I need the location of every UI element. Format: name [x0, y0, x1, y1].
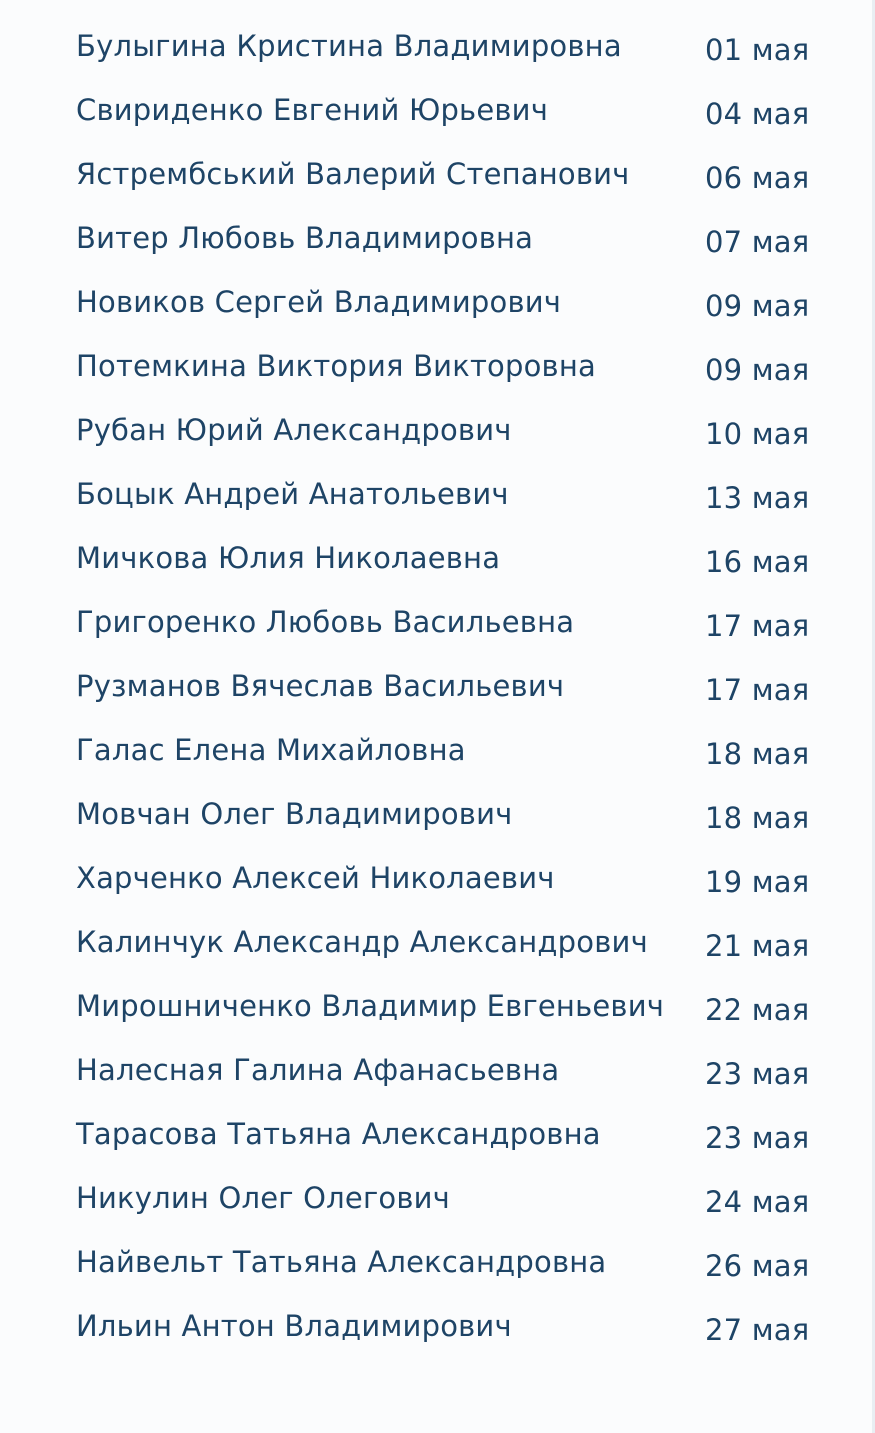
person-name: Потемкина Виктория Викторовна [76, 349, 596, 383]
list-item [0, 90, 875, 154]
birthday-date: 22 мая [705, 993, 810, 1027]
list-item [0, 218, 875, 282]
list-item [0, 282, 875, 346]
person-name: Тарасова Татьяна Александровна [76, 1117, 601, 1151]
list-item [0, 1178, 875, 1242]
person-name: Новиков Сергей Владимирович [76, 285, 562, 319]
person-name: Галас Елена Михайловна [76, 733, 466, 767]
list-item [0, 410, 875, 474]
person-name: Харченко Алексей Николаевич [76, 861, 555, 895]
person-name: Рубан Юрий Александрович [76, 413, 512, 447]
birthday-date: 10 мая [705, 417, 810, 451]
birthday-date: 18 мая [705, 737, 810, 771]
list-item [0, 1306, 875, 1370]
list-item [0, 602, 875, 666]
list-item [0, 538, 875, 602]
person-name: Мичкова Юлия Николаевна [76, 541, 501, 575]
birthday-date: 01 мая [705, 33, 810, 67]
list-item [0, 1050, 875, 1114]
birthday-date: 17 мая [705, 609, 810, 643]
list-item [0, 154, 875, 218]
birthday-date: 21 мая [705, 929, 810, 963]
birthday-date: 27 мая [705, 1313, 810, 1347]
birthday-date: 04 мая [705, 97, 810, 131]
birthday-date: 17 мая [705, 673, 810, 707]
list-item [0, 858, 875, 922]
birthday-date: 06 мая [705, 161, 810, 195]
birthday-date: 24 мая [705, 1185, 810, 1219]
birthday-date: 23 мая [705, 1057, 810, 1091]
birthday-date: 13 мая [705, 481, 810, 515]
list-item [0, 474, 875, 538]
person-name: Рузманов Вячеслав Васильевич [76, 669, 565, 703]
person-name: Ястрембський Валерий Степанович [76, 157, 630, 191]
person-name: Григоренко Любовь Васильевна [76, 605, 575, 639]
list-item [0, 1114, 875, 1178]
birthday-date: 23 мая [705, 1121, 810, 1155]
person-name: Мовчан Олег Владимирович [76, 797, 513, 831]
list-item [0, 794, 875, 858]
person-name: Булыгина Кристина Владимировна [76, 29, 622, 63]
list-item [0, 986, 875, 1050]
birthday-date: 18 мая [705, 801, 810, 835]
birthday-date: 16 мая [705, 545, 810, 579]
person-name: Свириденко Евгений Юрьевич [76, 93, 549, 127]
list-item [0, 346, 875, 410]
person-name: Никулин Олег Олегович [76, 1181, 451, 1215]
list-item [0, 666, 875, 730]
birthday-date: 26 мая [705, 1249, 810, 1283]
person-name: Витер Любовь Владимировна [76, 221, 534, 255]
birthday-date: 07 мая [705, 225, 810, 259]
person-name: Калинчук Александр Александрович [76, 925, 648, 959]
person-name: Мирошниченко Владимир Евгеньевич [76, 989, 665, 1023]
list-item [0, 922, 875, 986]
list-item [0, 26, 875, 90]
person-name: Боцык Андрей Анатольевич [76, 477, 509, 511]
person-name: Ильин Антон Владимирович [76, 1309, 512, 1343]
birthday-date: 09 мая [705, 289, 810, 323]
list-item [0, 1242, 875, 1306]
person-name: Найвельт Татьяна Александровна [76, 1245, 607, 1279]
person-name: Налесная Галина Афанасьевна [76, 1053, 560, 1087]
birthday-date: 19 мая [705, 865, 810, 899]
list-item [0, 730, 875, 794]
birthday-date: 09 мая [705, 353, 810, 387]
